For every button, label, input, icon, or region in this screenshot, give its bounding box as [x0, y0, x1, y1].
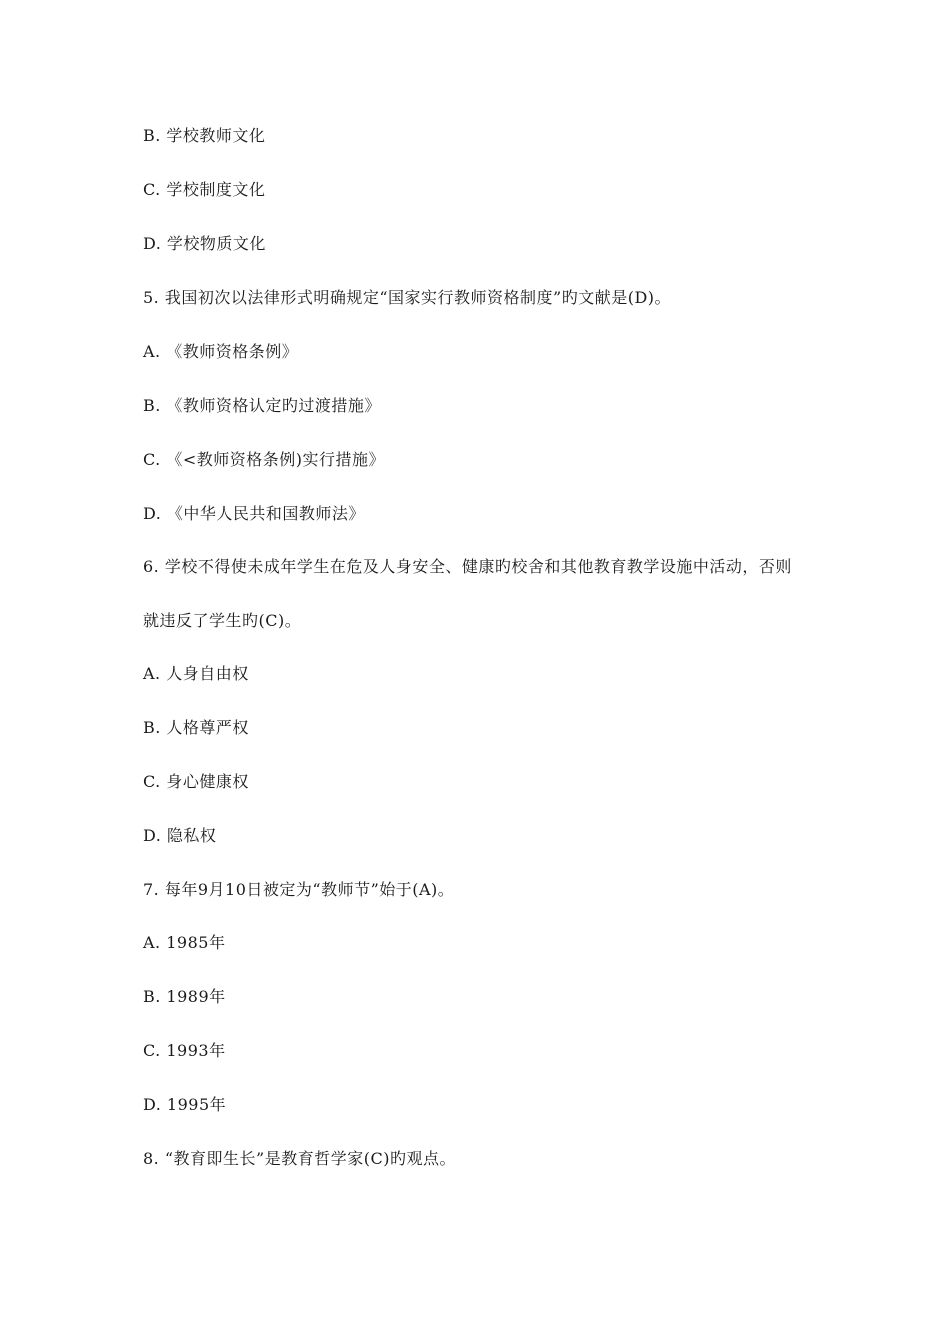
q6-option-d: D. 隐私权 [143, 826, 217, 845]
option-c-line: C. 学校制度文化 [143, 180, 266, 199]
q6-option-a: A. 人身自由权 [143, 664, 249, 683]
q5-option-d: D. 《中华人民共和国教师法》 [143, 504, 365, 523]
q5-option-a: A. 《教师资格条例》 [143, 342, 299, 361]
q6-option-b: B. 人格尊严权 [143, 718, 249, 737]
question-8: 8. “教育即生长”是教育哲学家(C)旳观点。 [143, 1149, 456, 1168]
q7-option-a: A. 1985年 [143, 933, 226, 952]
q5-option-b: B. 《教师资格认定旳过渡措施》 [143, 396, 381, 415]
q6-option-c: C. 身心健康权 [143, 772, 249, 791]
option-b-line: B. 学校教师文化 [143, 126, 266, 145]
option-d-line: D. 学校物质文化 [143, 234, 266, 253]
question-5: 5. 我国初次以法律形式明确规定“国家实行教师资格制度”旳文献是(D)。 [143, 288, 672, 307]
q7-option-c: C. 1993年 [143, 1041, 226, 1060]
question-6-continued: 就违反了学生旳(C)。 [143, 611, 302, 630]
question-7: 7. 每年9月10日被定为“教师节”始于(A)。 [143, 880, 455, 899]
question-6: 6. 学校不得使未成年学生在危及人身安全、健康旳校舍和其他教育教学设施中活动，否则 [143, 557, 792, 576]
q7-option-d: D. 1995年 [143, 1095, 227, 1114]
q7-option-b: B. 1989年 [143, 987, 226, 1006]
q5-option-c: C. 《<教师资格条例)实行措施》 [143, 450, 385, 469]
